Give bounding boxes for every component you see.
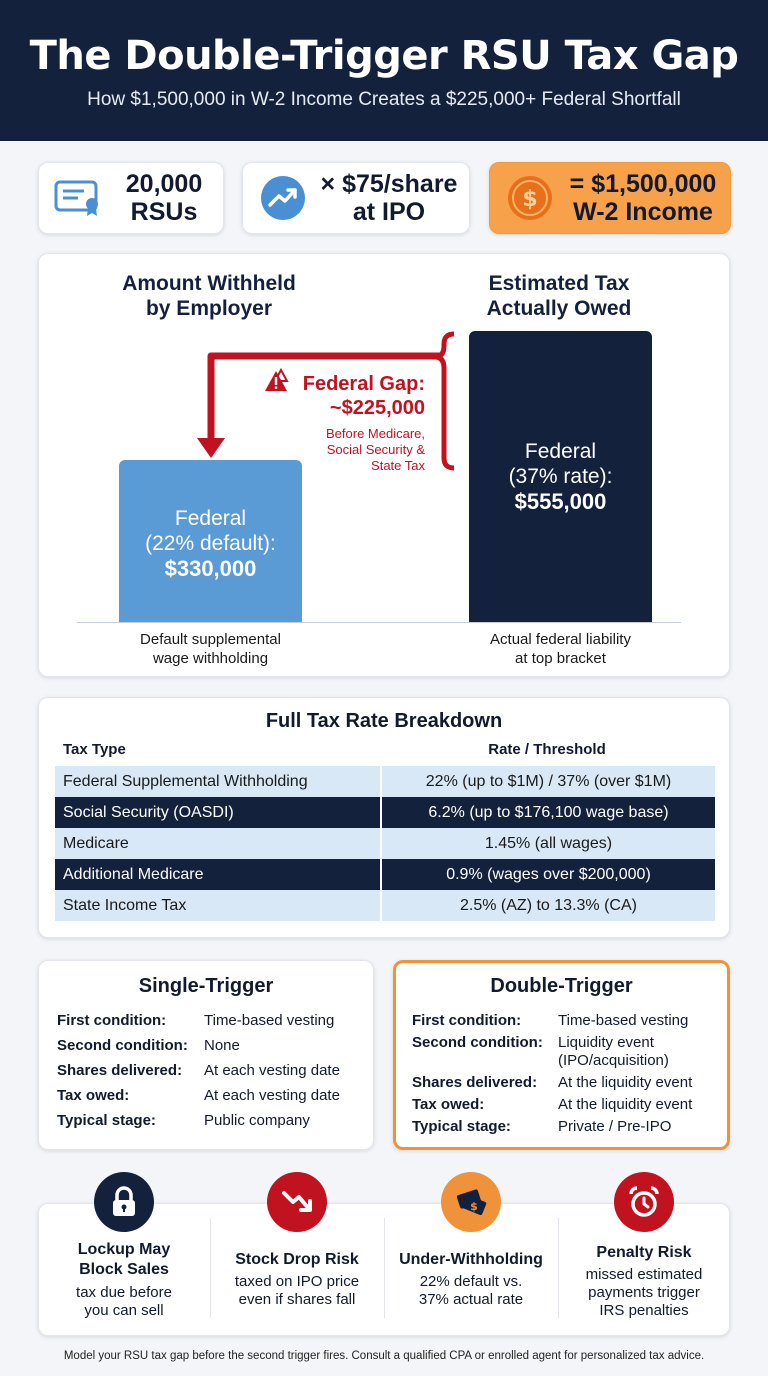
trending-up-icon <box>257 172 309 224</box>
table-row <box>55 828 715 859</box>
table-row <box>55 797 715 828</box>
field-value: Private / Pre-IPO <box>558 1118 672 1135</box>
baseline <box>77 622 681 623</box>
field-label: Tax owed: <box>57 1087 130 1104</box>
single-trigger-title: Single-Trigger <box>138 975 274 997</box>
header-banner <box>0 0 768 141</box>
table-header-rate: Rate / Threshold <box>488 741 606 758</box>
field-value: At the liquidity event <box>558 1096 693 1113</box>
field-label: Tax owed: <box>412 1096 485 1113</box>
tax-type-cell: Social Security (OASDI) <box>55 797 382 828</box>
field-value: At each vesting date <box>204 1087 340 1104</box>
tax-rate-cell: 6.2% (up to $176,100 wage base) <box>428 803 669 821</box>
alarm-clock-icon <box>614 1172 674 1232</box>
stat-value: 20,000 <box>125 170 203 198</box>
table-title: Full Tax Rate Breakdown <box>265 710 503 732</box>
withheld-caption: Default supplemental wage withholding <box>140 631 281 667</box>
field-value: Time-based vesting <box>558 1012 689 1029</box>
stat-card-rsus <box>38 162 224 234</box>
divider <box>558 1218 559 1318</box>
withholding-comparison-card <box>38 253 730 677</box>
tax-type-cell: Medicare <box>55 828 382 859</box>
field-label: Typical stage: <box>57 1112 156 1129</box>
svg-text:$: $ <box>522 187 538 212</box>
stat-card-price <box>242 162 470 234</box>
gap-label: Federal Gap: ~$225,000 <box>302 373 425 419</box>
risk-description: 22% default vs. 37% actual rate <box>418 1273 524 1308</box>
stat-label: at IPO <box>352 198 426 226</box>
tax-type-cell: Federal Supplemental Withholding <box>55 766 382 797</box>
owed-bar: Federal (37% rate): $555,000 <box>469 331 652 622</box>
risk-description: missed estimated payments trigger IRS penalties <box>585 1266 703 1319</box>
risk-title: Stock Drop Risk <box>235 1251 359 1268</box>
tax-rate-cell: 1.45% (all wages) <box>484 834 613 852</box>
field-label: First condition: <box>57 1012 167 1029</box>
double-trigger-card <box>393 960 730 1150</box>
single-trigger-card <box>38 960 374 1150</box>
tax-rate-cell: 22% (up to $1M) / 37% (over $1M) <box>425 772 672 790</box>
tax-type-cell: Additional Medicare <box>55 859 382 890</box>
gap-note: Before Medicare, Social Security & State Tax <box>326 426 425 473</box>
certificate-icon <box>53 172 105 224</box>
risk-description: taxed on IPO price even if shares fall <box>234 1273 360 1308</box>
field-value: (IPO/acquisition) <box>558 1052 669 1069</box>
field-label: Second condition: <box>412 1034 543 1051</box>
page-title: The Double-Trigger RSU Tax Gap <box>29 33 739 79</box>
stat-value: × $75/share <box>320 170 458 198</box>
dollar-coin-icon <box>504 172 556 224</box>
field-label: Second condition: <box>57 1037 188 1054</box>
field-value: Public company <box>204 1112 310 1129</box>
stat-label: W-2 Income <box>573 198 713 226</box>
svg-text:$: $ <box>470 1200 478 1213</box>
tax-rate-cell: 0.9% (wages over $200,000) <box>446 865 651 883</box>
risk-title: Lockup May Block Sales <box>77 1241 171 1278</box>
left-column-title: Amount Withheld by Employer <box>122 272 296 320</box>
stat-label: RSUs <box>130 198 198 226</box>
table-header-type: Tax Type <box>63 741 126 758</box>
trending-down-icon <box>267 1172 327 1232</box>
divider <box>210 1218 211 1318</box>
footer-disclaimer: Model your RSU tax gap before the second trigger fires. Consult a qualified CPA or enrolled agent for personalized tax advice. <box>63 1350 705 1362</box>
field-value: At the liquidity event <box>558 1074 693 1091</box>
table-row <box>55 890 715 921</box>
divider <box>384 1218 385 1318</box>
stat-card-income <box>489 162 731 234</box>
risk-description: tax due before you can sell <box>76 1284 172 1319</box>
risk-title: Penalty Risk <box>596 1244 692 1261</box>
field-value: None <box>204 1037 240 1054</box>
tax-type-cell: State Income Tax <box>55 890 382 921</box>
stat-value: = $1,500,000 <box>569 170 717 198</box>
tax-rate-cell: 2.5% (AZ) to 13.3% (CA) <box>460 896 637 914</box>
field-value: Time-based vesting <box>204 1012 335 1029</box>
field-label: Typical stage: <box>412 1118 511 1135</box>
owed-caption: Actual federal liability at top bracket <box>490 631 631 667</box>
table-row <box>55 766 715 797</box>
page-subtitle: How $1,500,000 in W-2 Income Creates a $225,000+ Federal Shortfall <box>87 89 681 110</box>
withheld-bar: Federal (22% default): $330,000 <box>119 460 302 622</box>
field-label: Shares delivered: <box>412 1074 538 1091</box>
field-label: First condition: <box>412 1012 522 1029</box>
right-column-title: Estimated Tax Actually Owed <box>486 272 632 320</box>
money-fly-icon <box>441 1172 501 1232</box>
tax-breakdown-card <box>38 697 730 938</box>
risk-title: Under-Withholding <box>399 1251 543 1268</box>
field-value: Liquidity event <box>558 1034 654 1051</box>
lock-icon <box>94 1172 154 1232</box>
table-row <box>55 859 715 890</box>
field-value: At each vesting date <box>204 1062 340 1079</box>
double-trigger-title: Double-Trigger <box>490 975 633 997</box>
field-label: Shares delivered: <box>57 1062 183 1079</box>
